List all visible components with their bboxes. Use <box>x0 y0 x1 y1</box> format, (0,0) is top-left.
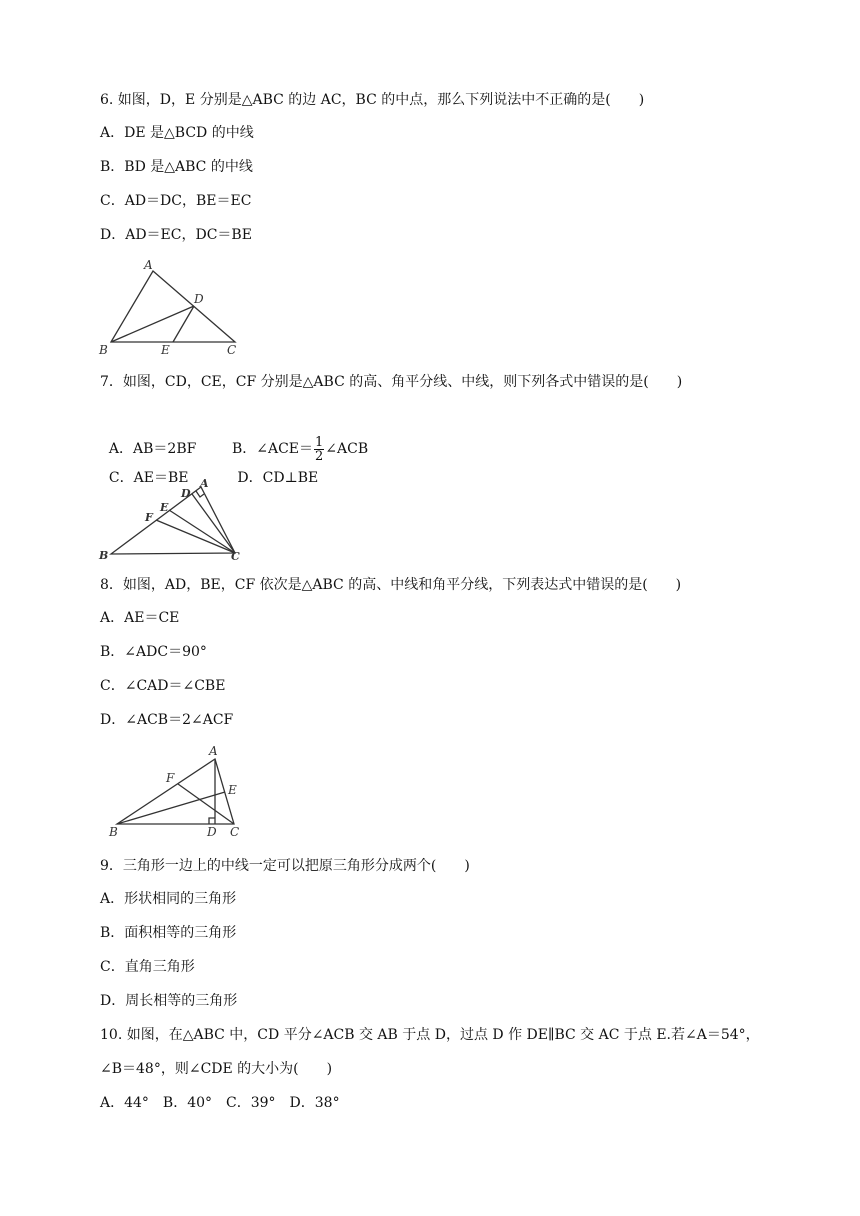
q9-option-d: D．周长相等的三角形 <box>100 993 238 1009</box>
q8-label-d: D <box>207 825 217 839</box>
q8-option-a: A．AE＝CE <box>100 610 180 626</box>
q8-option-b: B．∠ADC＝90° <box>100 644 207 660</box>
q8-stem: 8．如图，AD，BE，CF 依次是△ABC 的高、中线和角平分线，下列表达式中错误的是( ) <box>100 577 682 593</box>
q6-segment-de <box>173 306 194 342</box>
q8-label-c: C <box>230 825 240 839</box>
q7-stem: 7．如图，CD，CE，CF 分别是△ABC 的高、角平分线、中线，则下列各式中错误的是( ) <box>100 374 683 390</box>
q8-option-d: D．∠ACB＝2∠ACF <box>100 712 234 728</box>
q8-label-b: B <box>109 825 118 839</box>
q7-label-c: C <box>231 550 240 563</box>
q7-label-b: B <box>99 549 109 562</box>
q10-stem-line2: ∠B＝48°，则∠CDE 的大小为( ) <box>100 1061 333 1077</box>
q8-triangle-abc <box>117 759 234 824</box>
q6-label-e: E <box>161 343 170 357</box>
q7-option-c: C．AE＝BE <box>108 470 189 486</box>
q7-option-b-suffix: ∠ACB <box>325 441 369 457</box>
q8-label-f: F <box>166 771 175 785</box>
q6-triangle-abc <box>111 271 235 342</box>
q6-option-c: C．AD＝DC，BE＝EC <box>100 193 252 209</box>
q6-option-b: B．BD 是△ABC 的中线 <box>100 159 253 175</box>
q7-triangle-abc <box>111 487 235 554</box>
q7-label-d: D <box>181 487 191 500</box>
q8-triangle-figure <box>100 740 250 840</box>
q9-option-c: C．直角三角形 <box>100 959 195 975</box>
q8-label-e: E <box>228 783 237 797</box>
q10-options: A．44° B．40° C．39° D．38° <box>100 1095 340 1111</box>
q8-option-c: C．∠CAD＝∠CBE <box>100 678 226 694</box>
q10-stem-line1: 10. 如图，在△ABC 中，CD 平分∠ACB 交 AB 于点 D，过点 D 作 DE∥BC 交 AC 于点 E.若∠A＝54°， <box>100 1027 760 1043</box>
q7-fraction-denominator: 2 <box>315 448 324 464</box>
q6-option-a: A．DE 是△BCD 的中线 <box>100 125 254 141</box>
q6-label-b: B <box>99 343 108 357</box>
q7-option-a: A．AB＝2BF <box>108 441 197 457</box>
q6-triangle-figure <box>96 255 246 357</box>
q7-option-b-prefix: B．∠ACE＝ <box>231 441 313 457</box>
q7-label-f: F <box>145 511 153 524</box>
q6-label-c: C <box>227 343 237 357</box>
q7-option-d: D．CD⊥BE <box>237 470 319 486</box>
q6-segment-bd <box>111 306 194 342</box>
q9-stem: 9．三角形一边上的中线一定可以把原三角形分成两个( ) <box>100 858 470 874</box>
q7-triangle-figure <box>96 477 246 563</box>
q8-label-a: A <box>209 744 218 758</box>
q6-label-a: A <box>144 258 153 272</box>
q9-option-b: B．面积相等的三角形 <box>100 925 237 941</box>
q7-fraction-numerator: 1 <box>315 434 324 450</box>
q9-option-a: A．形状相同的三角形 <box>100 891 237 907</box>
q7-label-e: E <box>160 501 169 514</box>
q7-segment-ce <box>169 510 235 553</box>
q7-label-a: A <box>200 477 209 490</box>
q6-label-d: D <box>194 292 204 306</box>
q6-stem: 6. 如图，D，E 分别是△ABC 的边 AC，BC 的中点，那么下列说法中不正确的是( ) <box>100 92 645 108</box>
q6-option-d: D．AD＝EC，DC＝BE <box>100 227 252 243</box>
q8-right-angle-mark <box>209 818 215 824</box>
